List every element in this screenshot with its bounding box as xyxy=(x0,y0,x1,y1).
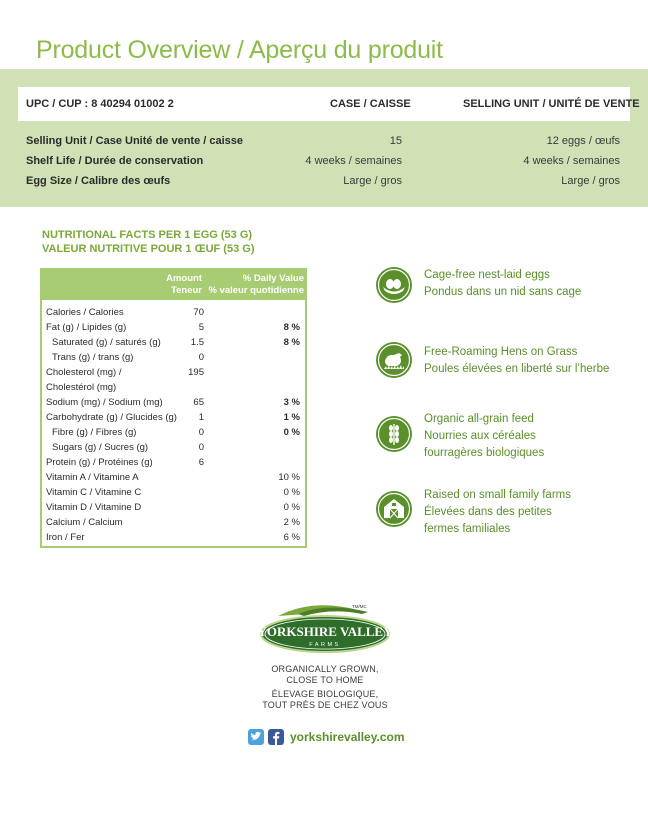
nutrient-name: Vitamin A / Vitamine A xyxy=(46,472,139,483)
tagline-en-2: CLOSE TO HOME xyxy=(286,675,364,685)
nutrition-row xyxy=(42,397,305,411)
dv-header-fr: % valeur quotidienne xyxy=(208,285,304,296)
nutrition-table-header xyxy=(42,270,305,300)
nutrient-name: Vitamin D / Vitamine D xyxy=(46,502,142,513)
nutrient-amount: 65 xyxy=(193,397,204,408)
nutrition-row xyxy=(42,472,305,486)
nutrient-name: Calcium / Calcium xyxy=(46,517,123,528)
nutrient-amount: 6 xyxy=(198,457,204,468)
nest-eggs-icon xyxy=(375,266,413,304)
tagline-fr-1: ÉLEVAGE BIOLOGIQUE, xyxy=(271,689,379,699)
case-header: CASE / CAISSE xyxy=(330,98,411,110)
nutrient-name: Cholesterol (mg) / xyxy=(46,367,122,378)
nutrient-amount: 1 xyxy=(198,412,204,423)
logo-trademark: TM/MC xyxy=(352,604,367,609)
nutrient-name: Fat (g) / Lipides (g) xyxy=(46,322,127,333)
nutrient-daily-value: 0 % xyxy=(283,487,300,498)
nutrient-daily-value: 1 % xyxy=(283,412,300,423)
dv-header-en: % Daily Value xyxy=(242,273,304,284)
shelf-life-label: Shelf Life / Durée de conservation xyxy=(26,155,204,167)
egg-size-label: Egg Size / Calibre des œufs xyxy=(26,175,171,187)
nutrient-name: Calories / Calories xyxy=(46,307,124,318)
nutrient-name: Sugars (g) / Sucres (g) xyxy=(52,442,149,453)
nutrient-name: Sodium (mg) / Sodium (mg) xyxy=(46,397,163,408)
nutrition-title-en: NUTRITIONAL FACTS PER 1 EGG (53 G) xyxy=(42,229,253,241)
nutrition-row xyxy=(42,427,305,441)
nutrition-row xyxy=(42,442,305,456)
selling-unit-unit-value: 12 eggs / œufs xyxy=(546,135,620,147)
feature-organic-feed-fr-1: Nourries aux céréales xyxy=(424,430,536,442)
nutrient-name: Cholestérol (mg) xyxy=(46,382,117,393)
upc-code: UPC / CUP : 8 40294 01002 2 xyxy=(26,98,174,110)
nutrient-daily-value: 0 % xyxy=(283,502,300,513)
nutrient-name: Iron / Fer xyxy=(46,532,85,543)
nutrient-daily-value: 0 % xyxy=(283,427,300,438)
nutrient-amount: 0 xyxy=(198,352,204,363)
feature-cage-free-fr: Pondus dans un nid sans cage xyxy=(424,286,582,298)
amount-header-fr: Teneur xyxy=(171,285,202,296)
nutrient-amount: 70 xyxy=(193,307,204,318)
feature-family-farms-fr-2: fermes familiales xyxy=(424,523,511,535)
nutrient-daily-value: 3 % xyxy=(283,397,300,408)
feature-cage-free-en: Cage-free nest-laid eggs xyxy=(424,269,550,281)
selling-unit-header: SELLING UNIT / UNITÉ DE VENTE xyxy=(463,98,640,110)
selling-unit-label: Selling Unit / Case Unité de vente / caisse xyxy=(26,135,244,147)
nutrient-amount: 0 xyxy=(198,442,204,453)
nutrient-amount: 1.5 xyxy=(190,337,204,348)
feature-organic-feed xyxy=(424,411,544,462)
logo-name: YORKSHIRE VALLEY xyxy=(258,624,392,639)
egg-size-unit-value: Large / gros xyxy=(561,175,620,187)
nutrient-name: Protein (g) / Protéines (g) xyxy=(46,457,153,468)
nutrient-amount: 195 xyxy=(188,367,204,378)
nutrient-daily-value: 8 % xyxy=(283,322,300,333)
page-title: Product Overview / Aperçu du produit xyxy=(36,36,443,64)
nutrient-amount: 5 xyxy=(198,322,204,333)
feature-organic-feed-en: Organic all-grain feed xyxy=(424,413,534,425)
nutrition-row xyxy=(42,352,305,366)
nutrition-row xyxy=(42,337,305,351)
nutrition-row xyxy=(42,502,305,516)
nutrient-name: Vitamin C / Vitamine C xyxy=(46,487,142,498)
nutrition-row xyxy=(42,517,305,531)
feature-cage-free xyxy=(424,267,581,301)
tagline-fr-2: TOUT PRÈS DE CHEZ VOUS xyxy=(262,700,388,710)
nutrient-name: Saturated (g) / saturés (g) xyxy=(52,337,161,348)
selling-unit-case-value: 15 xyxy=(389,135,402,147)
amount-header-en: Amount xyxy=(166,273,202,284)
nutrient-name: Trans (g) / trans (g) xyxy=(52,352,134,363)
feature-family-farms xyxy=(424,487,571,538)
nutrient-daily-value: 8 % xyxy=(283,337,300,348)
nutrition-row xyxy=(42,487,305,501)
nutrition-table xyxy=(40,268,307,548)
website-link[interactable]: yorkshirevalley.com xyxy=(290,730,405,744)
feature-organic-feed-fr-2: fourragères biologiques xyxy=(424,447,545,459)
tagline-en-1: ORGANICALLY GROWN, xyxy=(271,664,379,674)
nutrition-title-fr: VALEUR NUTRITIVE POUR 1 ŒUF (53 G) xyxy=(42,243,255,255)
nutrition-row xyxy=(42,532,305,546)
nutrient-daily-value: 10 % xyxy=(278,472,300,483)
nutrition-row xyxy=(42,457,305,471)
nutrient-daily-value: 2 % xyxy=(283,517,300,528)
grain-icon xyxy=(375,415,413,453)
logo-sub: FARMS xyxy=(309,642,341,648)
nutrition-row xyxy=(42,382,305,396)
shelf-life-unit-value: 4 weeks / semaines xyxy=(523,155,620,167)
feature-family-farms-en: Raised on small family farms xyxy=(424,489,571,501)
feature-free-roaming xyxy=(424,344,609,378)
hen-on-grass-icon xyxy=(375,341,413,379)
feature-free-roaming-fr: Poules élevées en liberté sur l’herbe xyxy=(424,363,610,375)
nutrient-name: Fibre (g) / Fibres (g) xyxy=(52,427,137,438)
egg-size-case-value: Large / gros xyxy=(343,175,402,187)
feature-family-farms-fr-1: Élevées dans des petites xyxy=(424,506,552,518)
feature-free-roaming-en: Free-Roaming Hens on Grass xyxy=(424,346,578,358)
nutrient-amount: 0 xyxy=(198,427,204,438)
yorkshire-valley-logo xyxy=(258,600,392,660)
facebook-icon[interactable] xyxy=(268,729,284,745)
shelf-life-case-value: 4 weeks / semaines xyxy=(305,155,402,167)
nutrition-row xyxy=(42,322,305,336)
nutrition-row xyxy=(42,307,305,321)
nutrient-name: Carbohydrate (g) / Glucides (g) xyxy=(46,412,177,423)
nutrition-row xyxy=(42,367,305,381)
nutrition-row xyxy=(42,412,305,426)
twitter-icon[interactable] xyxy=(248,729,264,745)
barn-icon xyxy=(375,490,413,528)
nutrient-daily-value: 6 % xyxy=(283,532,300,543)
